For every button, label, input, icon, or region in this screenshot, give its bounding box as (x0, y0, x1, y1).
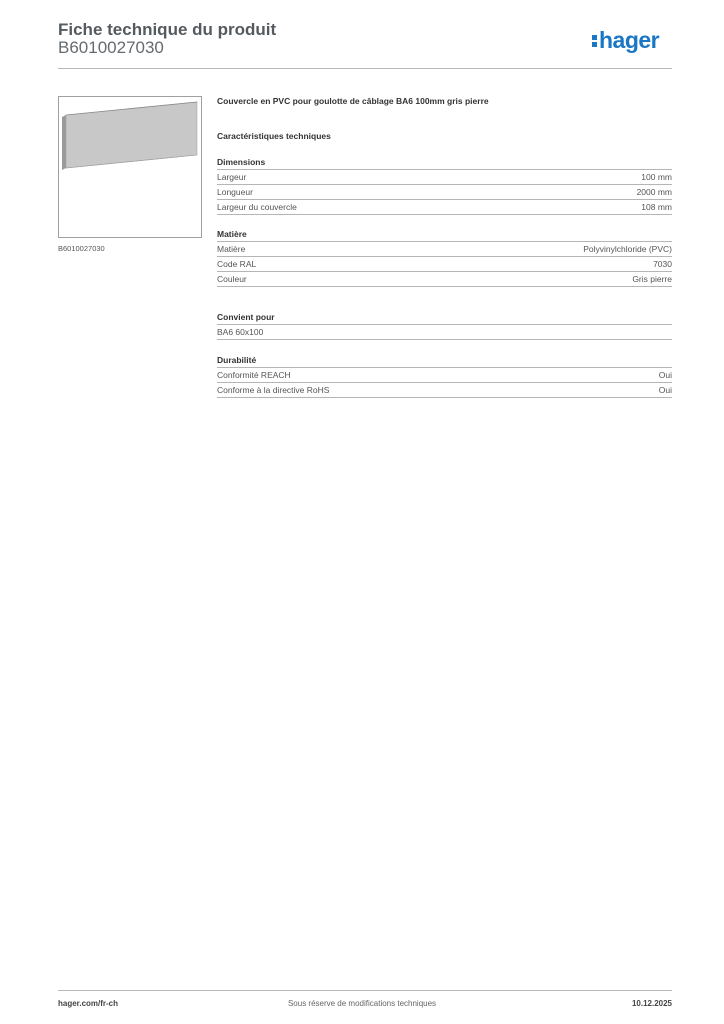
spec-row (217, 185, 672, 200)
spec-value: 7030 (653, 259, 672, 269)
spec-label: Matière (217, 244, 246, 254)
image-caption: B6010027030 (58, 244, 105, 253)
spec-content (217, 96, 672, 398)
spec-label: Longueur (217, 187, 253, 197)
spec-label: Conformité REACH (217, 370, 291, 380)
spec-group-dimensions (217, 157, 672, 215)
spec-value: Polyvinylchloride (PVC) (583, 244, 672, 254)
spec-label: Code RAL (217, 259, 257, 269)
logo-text: hager (599, 27, 660, 53)
group-title: Durabilité (217, 355, 672, 368)
logo-dots-icon (592, 31, 598, 49)
spec-row (217, 368, 672, 383)
spec-group-compatibility (217, 312, 672, 340)
group-title: Convient pour (217, 312, 672, 325)
footer-website-link[interactable]: hager.com/fr-ch (58, 999, 119, 1008)
spec-row (217, 257, 672, 272)
spec-value: 2000 mm (636, 187, 672, 197)
footer-date: 10.12.2025 (631, 999, 672, 1008)
spec-value: Gris pierre (632, 274, 672, 284)
header-divider (58, 68, 672, 69)
hager-logo (592, 27, 659, 54)
spec-group-material (217, 229, 672, 287)
product-description: Couvercle en PVC pour goulotte de câblage BA6 100mm gris pierre (217, 96, 489, 106)
specs-heading: Caractéristiques techniques (217, 131, 331, 141)
spec-value: Oui (658, 370, 672, 380)
spec-value: 108 mm (641, 202, 672, 212)
spec-row (217, 170, 672, 185)
product-image (58, 96, 202, 238)
spec-label: Conforme à la directive RoHS (217, 385, 330, 395)
footer-disclaimer: Sous réserve de modifications techniques (287, 999, 437, 1008)
spec-label: Largeur du couvercle (217, 202, 297, 212)
spec-group-durability (217, 355, 672, 398)
spec-label: Largeur (217, 172, 247, 182)
group-title: Dimensions (217, 157, 672, 170)
spec-label: Couleur (217, 274, 247, 284)
page-title: Fiche technique du produit (58, 20, 277, 39)
spec-row (217, 200, 672, 215)
product-code: B6010027030 (58, 38, 164, 57)
cover-drawing-icon (59, 97, 201, 237)
spec-row (217, 383, 672, 398)
spec-row (217, 325, 672, 340)
spec-value: Oui (658, 385, 672, 395)
footer-divider (58, 990, 672, 991)
spec-value: 100 mm (641, 172, 672, 182)
spec-row (217, 272, 672, 287)
group-title: Matière (217, 229, 672, 242)
spec-row (217, 242, 672, 257)
spec-label: BA6 60x100 (217, 327, 264, 337)
